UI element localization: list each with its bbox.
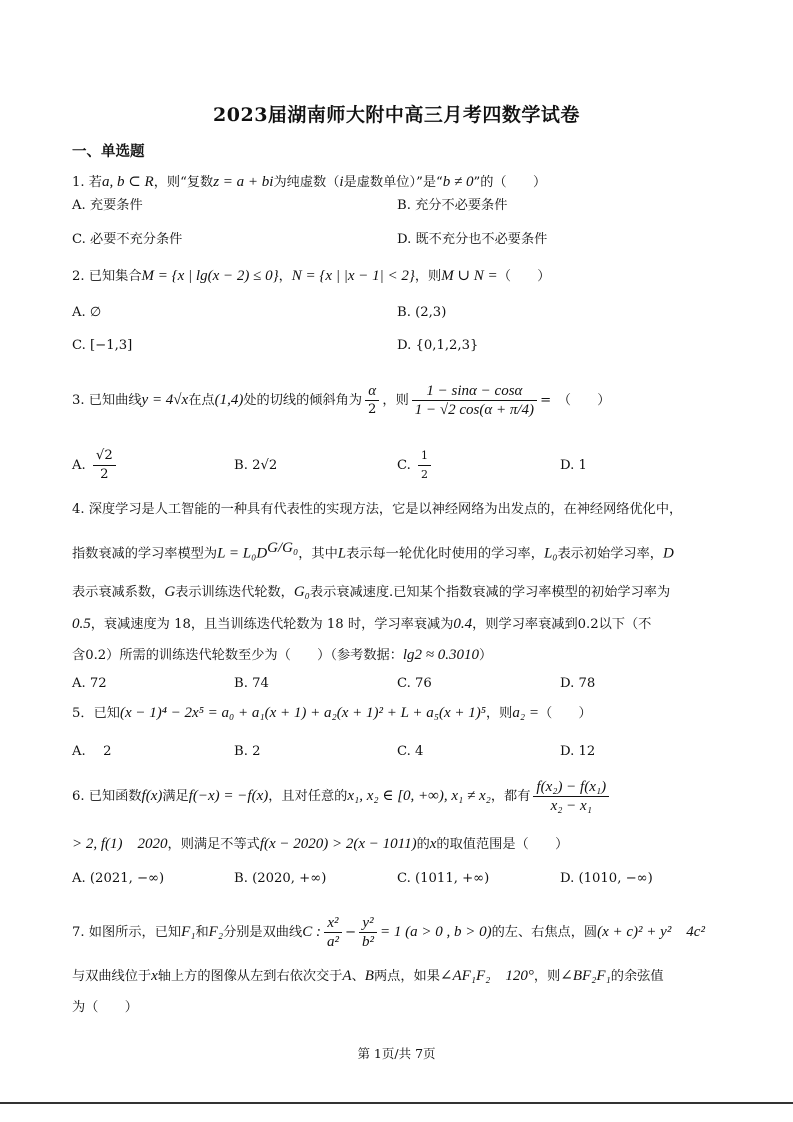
question-1-option-b[interactable]: B. 充分不必要条件 bbox=[397, 198, 508, 213]
question-5-option-a[interactable]: A. 2 bbox=[72, 744, 112, 759]
question-7-line-3: 为（ ） bbox=[72, 1000, 138, 1015]
question-3-option-c[interactable]: C. $\frac{1}{2}$ bbox=[397, 446, 434, 486]
question-2-option-c[interactable]: C. [−1,3] bbox=[72, 338, 133, 353]
question-2-option-a[interactable]: A. ∅ bbox=[72, 305, 102, 320]
question-6-line-2: > 2, f(1) 2020，则满足不等式f(x − 2020) > 2(x − 1011)的x的取值范围是（ ） bbox=[72, 836, 569, 852]
question-4-option-a[interactable]: A. 72 bbox=[72, 676, 107, 691]
question-4-option-c[interactable]: C. 76 bbox=[397, 676, 432, 691]
question-4-line-4: 0.5，衰减速度为 18，且当训练迭代轮数为 18 时，学习率衰减为0.4，则学习率衰减到0.2以下（不 bbox=[72, 616, 652, 632]
question-2-option-d[interactable]: D. {0,1,2,3} bbox=[397, 338, 479, 353]
question-6-option-b[interactable]: B. (2020, +∞) bbox=[234, 871, 327, 886]
question-7-stem: 7. 如图所示，已知F₁和F₂分别是双曲线C : $\frac{\text{x²}}{\text{a²}}$ − $\frac{\text{y²}}{\text{b²}}$ = 1 (a > 0 , b > 0)的左、右焦点，圆(x + c)² + y² 4c² bbox=[72, 915, 705, 950]
page-footer: 第 1页/共 7页 bbox=[357, 1046, 436, 1061]
question-7-line-2: 与双曲线位于x轴上方的图像从左到右依次交于A、B两点，如果∠AF₁F₂ 120°，则∠BF₂F₁的余弦值 bbox=[72, 968, 664, 984]
question-4-line-3: 表示衰减系数，G表示训练迭代轮数，G₀表示衰减速度.已知某个指数衰减的学习率模型的初始学习率为 bbox=[72, 584, 671, 600]
question-4-option-d[interactable]: D. 78 bbox=[560, 676, 596, 691]
alpha-half-fraction: $\frac{\alpha}{2}$ bbox=[365, 382, 379, 419]
question-4-line-1: 4. 深度学习是人工智能的一种具有代表性的实现方法，它是以神经网络为出发点的，在神经网络优化中， bbox=[72, 502, 683, 517]
question-1-option-c[interactable]: C. 必要不充分条件 bbox=[72, 232, 183, 247]
trig-fraction: $\frac{1 - \sin\alpha - \cos\alpha}{1 - √2 \cos(\alpha + \pi/4)}$ bbox=[412, 382, 537, 419]
question-5-option-c[interactable]: C. 4 bbox=[397, 744, 424, 759]
question-5-option-d[interactable]: D. 12 bbox=[560, 744, 596, 759]
question-5-stem: 5．已知(x − 1)⁴ − 2x⁵ = a₀ + a₁(x + 1) + a₂(x + 1)² + L + a₅(x + 1)⁵，则a₂ =（ ） bbox=[72, 705, 592, 721]
question-2-stem: 2. 已知集合M = {x | lg(x − 2) ≤ 0}，N = {x | |x − 1| < 2}，则M ∪ N =（ ） bbox=[72, 268, 551, 284]
question-3-option-a[interactable]: A. $\frac{√2}{2}$ bbox=[72, 446, 119, 486]
question-3-option-b[interactable]: B. 2√2 bbox=[234, 458, 278, 473]
question-4-line-2: 指数衰减的学习率模型为$L = L_0D^{G/G_0}$，其中L表示每一轮优化时使用的学习率，L₀表示初始学习率，D bbox=[72, 540, 674, 562]
question-6-option-d[interactable]: D. (1010, −∞) bbox=[560, 871, 653, 886]
section-heading: 一、单选题 bbox=[72, 143, 145, 160]
question-1-option-a[interactable]: A. 充要条件 bbox=[72, 198, 143, 213]
question-6-option-c[interactable]: C. (1011, +∞) bbox=[397, 871, 490, 886]
bottom-divider bbox=[0, 1102, 793, 1104]
question-5-option-b[interactable]: B. 2 bbox=[234, 744, 261, 759]
question-1-option-d[interactable]: D. 既不充分也不必要条件 bbox=[397, 232, 548, 247]
question-3-option-d[interactable]: D. 1 bbox=[560, 458, 587, 473]
question-2-option-b[interactable]: B. (2,3) bbox=[397, 305, 447, 320]
question-6-stem: 6. 已知函数f(x)满足f(−x) = −f(x)，且对任意的x₁, x₂ ∈ [0, +∞), x₁ ≠ x₂，都有 $\frac{\text{f(x₂) − f(x₁)}}{\text{x₂ − x₁}}$ bbox=[72, 772, 612, 821]
question-1-stem: 1. 若a, b ⊂ R，则“复数z = a + bi为纯虚数（i是虚数单位）”是“b ≠ 0”的（ ） bbox=[72, 174, 547, 190]
question-4-option-b[interactable]: B. 74 bbox=[234, 676, 269, 691]
page-title: 2023届湖南师大附中高三月考四数学试卷 bbox=[213, 104, 580, 126]
question-4-line-5: 含0.2）所需的训练迭代轮数至少为（ ）（参考数据：lg2 ≈ 0.3010） bbox=[72, 647, 493, 663]
slope-fraction: $\frac{\text{f(x₂) − f(x₁)}}{\text{x₂ − x₁}}$ bbox=[533, 778, 609, 815]
question-6-option-a[interactable]: A. (2021, −∞) bbox=[72, 871, 165, 886]
question-3-stem: 3. 已知曲线y = 4√x在点(1,4)处的切线的倾斜角为 $\frac{\alpha}{2}$ ，则 $\frac{1 - \sin\alpha - \cos\alpha}{1 - √2 \cos(\alpha + \pi/4)}$ = （ ） bbox=[72, 383, 611, 418]
